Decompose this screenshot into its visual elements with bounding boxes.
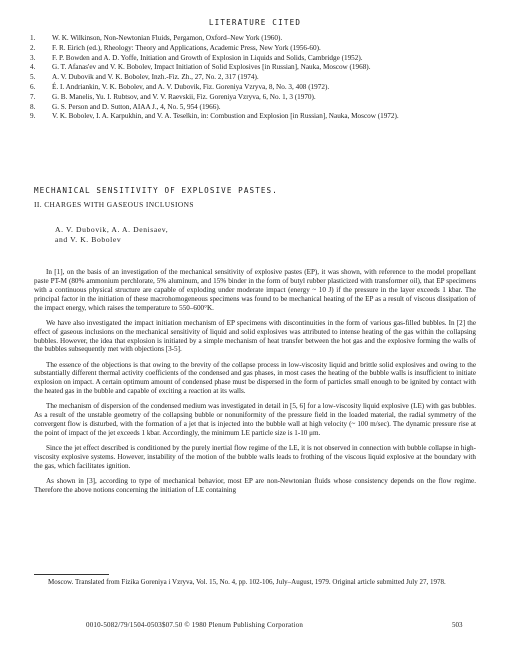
reference-item bbox=[30, 103, 480, 112]
article-title: MECHANICAL SENSITIVITY OF EXPLOSIVE PASTES. bbox=[34, 186, 278, 195]
reference-item bbox=[30, 44, 480, 53]
reference-number: 9. bbox=[30, 112, 36, 121]
reference-text: É. I. Andriankin, V. K. Bobolev, and A. V. Dubovik, Fiz. Goreniya Vzryva, 8, No. 3, 408 (1972). bbox=[52, 82, 330, 91]
reference-item bbox=[30, 73, 480, 82]
reference-item bbox=[30, 112, 480, 121]
reference-number: 3. bbox=[30, 53, 36, 62]
reference-number: 1. bbox=[30, 34, 36, 42]
body-paragraph: The essence of the objections is that owing to the brevity of the collapse process in low-viscosity liquid and brittle solid explosives and owing to the substantially different thermal activity coefficients of the condensed and gas phases, in most cases the heating of the bubble walls is insufficient to initiate explosion on impact. A certain optimum amount of condensed phase must be dispersed in the form of particles small enough to be ignited by contact with the heated gas in the bubble and capable of exciting a reaction at its walls. bbox=[34, 360, 476, 396]
reference-text: F. P. Bowden and A. D. Yoffe, Initiation and Growth of Explosion in Liquids and Solids, Cambridge (1952). bbox=[52, 53, 363, 62]
article-body bbox=[34, 268, 476, 501]
reference-item bbox=[30, 63, 480, 72]
reference-number: 5. bbox=[30, 73, 36, 82]
reference-text: G. S. Person and D. Sutton, AIAA J., 4, No. 5, 954 (1966). bbox=[52, 102, 221, 111]
reference-text: G. B. Manelis, Yu. I. Rubtsov, and V. V. Raevskii, Fiz. Goreniya Vzryva, 6, No. 1, 3 (1970). bbox=[52, 92, 316, 101]
footnote-text: Moscow. Translated from Fizika Goreniya i Vzryva, Vol. 15, No. 4, pp. 102-106, July–August, 1979. Original article submitted July 27, 1978. bbox=[48, 578, 446, 586]
reference-number: 2. bbox=[30, 43, 36, 52]
reference-number: 8. bbox=[30, 102, 36, 111]
author-block bbox=[55, 225, 168, 245]
article-subtitle: II. CHARGES WITH GASEOUS INCLUSIONS bbox=[34, 200, 194, 209]
reference-item bbox=[30, 54, 480, 63]
reference-text: W. K. Wilkinson, Non-Newtonian Fluids, Pergamon, Oxford–New York (1960). bbox=[52, 34, 283, 42]
reference-text: V. K. Bobolev, I. A. Karpukhin, and V. A. Teselkin, in: Combustion and Explosion [in Russian], Nauka, Moscow (1972). bbox=[52, 112, 399, 121]
reference-item bbox=[30, 34, 480, 43]
translation-footnote bbox=[34, 578, 476, 587]
reference-number: 7. bbox=[30, 92, 36, 101]
reference-text: A. V. Dubovik and V. K. Bobolev, Inzh.-Fiz. Zh., 27, No. 2, 317 (1974). bbox=[52, 73, 259, 82]
reference-text: G. T. Afanas'ev and V. K. Bobolev, Impact Initiation of Solid Explosives [in Russian], Nauka, Moscow (1968). bbox=[52, 63, 371, 72]
reference-number: 4. bbox=[30, 63, 36, 72]
literature-cited-heading: LITERATURE CITED bbox=[208, 18, 302, 27]
body-paragraph: In [1], on the basis of an investigation of the mechanical sensitivity of explosive pastes (EP), it was shown, with reference to the model propellant paste PT-M (80% ammonium perchlorate, 5% aluminum, and 15% binder in the form of butyl rubber plasticized with transformer oil), that EP specimens with a continuous physical structure are capable of exploding under moderate impact (energy ~ 10 J) if the pressure in the layer exceeds 1 kbar. The principal factor in the initiation of these macrohomogeneous specimens was found to be mechanical heating of the EP as a result of viscous dissipation of the impact energy, which raises the temperature to 550–600°K. bbox=[34, 268, 476, 312]
body-paragraph: We have also investigated the impact initiation mechanism of EP specimens with discontinuities in the form of various gas-filled bubbles. In [2] the effect of gaseous inclusions on the mechanical sensitivity of liquid and solid explosives was attributed to intense heating of the gas within the collapsing bubbles. However, the idea that explosion is initiated by a simple mechanism of heat transfer between the hot gas and the explosive forming the walls of the bubbles subsequently met with objections [3-5]. bbox=[34, 318, 476, 354]
footnote-divider bbox=[34, 574, 109, 575]
reference-item bbox=[30, 83, 480, 92]
body-paragraph: As shown in [3], according to type of mechanical behavior, most EP are non-Newtonian fluids whose consistency depends on the flow regime. Therefore the above notions concerning the initiation of LE containing bbox=[34, 477, 476, 494]
page-number: 503 bbox=[452, 621, 463, 629]
body-paragraph: The mechanism of dispersion of the condensed medium was investigated in detail in [5, 6] for a low-viscosity liquid explosive (LE) with gas bubbles. As a result of the unstable geometry of the collapsing bubble or nonuniformity of the pressure field in the loaded material, the radial symmetry of the convergent flow is disturbed, with the formation of a jet that is injected into the bubble wall at high velocity (~ 100 m/sec). The dynamic pressure rise at the point of impact of the jet exceeds 1 kbar. Accordingly, the minimum LE particle size is 1-10 μm. bbox=[34, 402, 476, 438]
reference-list bbox=[30, 34, 480, 122]
reference-item bbox=[30, 93, 480, 102]
copyright-line: 0010-5082/79/1504-0503$07.50 © 1980 Plenum Publishing Corporation bbox=[86, 621, 304, 629]
reference-number: 6. bbox=[30, 82, 36, 91]
body-paragraph: Since the jet effect described is conditioned by the purely inertial flow regime of the LE, it is not observed in connection with bubble collapse in high-viscosity explosive systems. However, instability of the motion of the bubble walls leads to frothing of the viscous liquid explosive at the boundary with the gas, which facilitates ignition. bbox=[34, 444, 476, 470]
author-line: and V. K. Bobolev bbox=[55, 235, 122, 244]
author-line: A. V. Dubovik, A. A. Denisaev, bbox=[55, 225, 169, 234]
reference-text: F. R. Eirich (ed.), Rheology: Theory and Applications, Academic Press, New York (1956-60). bbox=[52, 43, 321, 52]
